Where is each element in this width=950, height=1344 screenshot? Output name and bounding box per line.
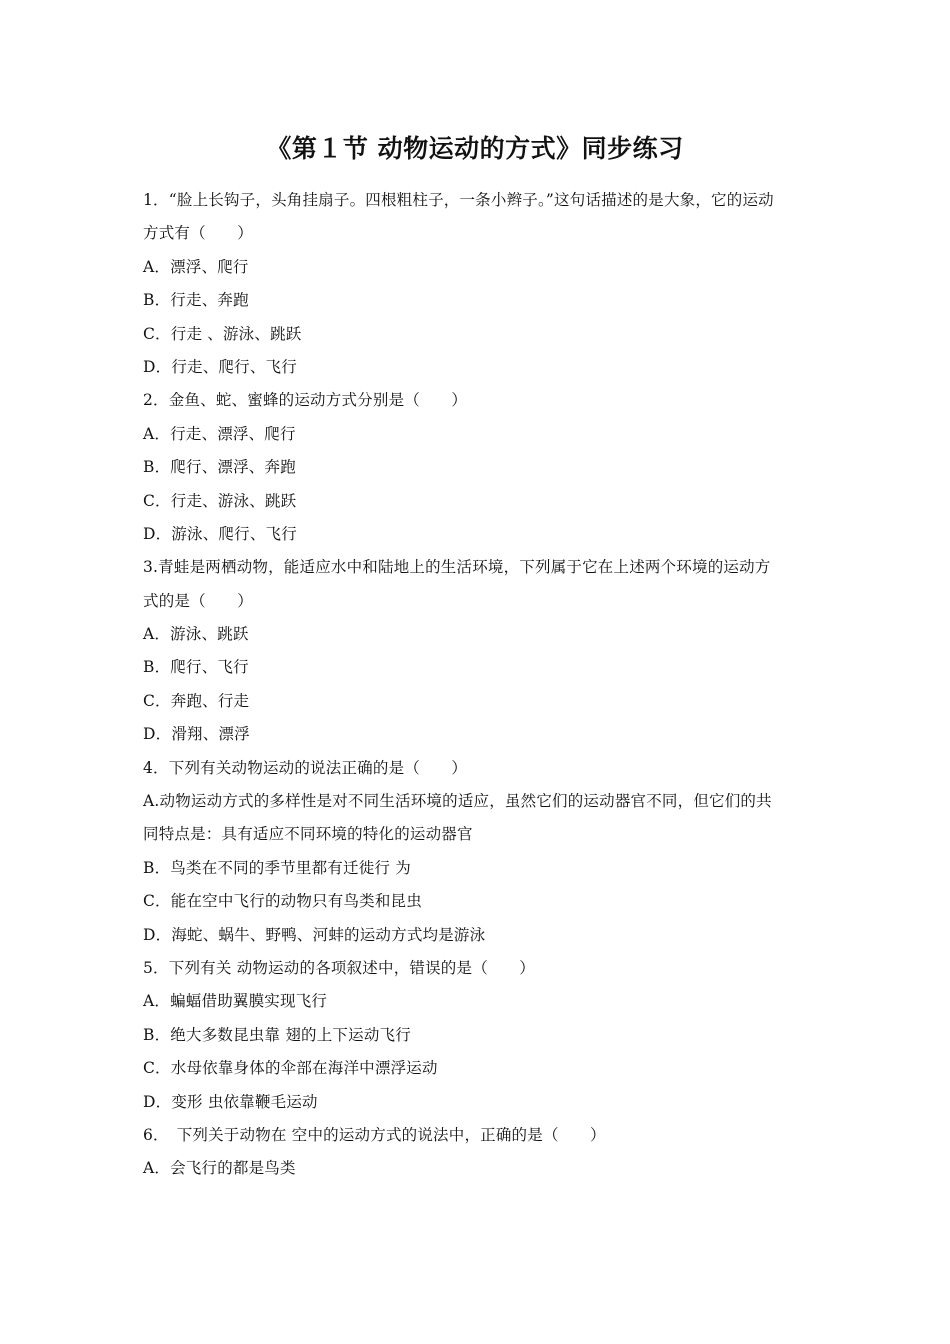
answer-option: D．变形 虫依靠鞭毛运动 [143, 1092, 318, 1111]
answer-option: D．滑翔、漂浮 [143, 725, 250, 744]
answer-option: C．行走、游泳、跳跃 [143, 491, 297, 510]
answer-option: B．绝大多数昆虫靠 翅的上下运动飞行 [143, 1025, 411, 1044]
answer-option: D．行走、爬行、飞行 [143, 357, 297, 376]
answer-option: A.动物运动方式的多样性是对不同生活环境的适应，虽然它们的运动器官不同，但它们的共 [143, 792, 772, 811]
question-stem-line: 方式有（ ） [143, 224, 253, 243]
question-stem-line: 3.青蛙是两栖动物，能适应水中和陆地上的生活环境，下列属于它在上述两个环境的运动方 [143, 558, 771, 577]
question-6 [143, 1119, 813, 1186]
question-list [143, 184, 813, 1186]
answer-option: B．行走、奔跑 [143, 291, 249, 310]
question-3 [143, 551, 813, 751]
answer-option: A．游泳、跳跃 [143, 625, 249, 644]
answer-option: D．游泳、爬行、飞行 [143, 524, 297, 543]
answer-option: D．海蛇、蜗牛、野鸭、河蚌的运动方式均是游泳 [143, 925, 486, 944]
question-2 [143, 384, 813, 551]
question-stem-line: 5．下列有关 动物运动的各项叙述中，错误的是（ ） [143, 958, 535, 977]
document-title: 《第１节 动物运动的方式》同步练习 [266, 134, 684, 163]
answer-option: A．会飞行的都是鸟类 [143, 1159, 296, 1178]
answer-option: A．蝙蝠借助翼膜实现飞行 [143, 992, 328, 1011]
question-1 [143, 184, 813, 384]
answer-option: A．漂浮、爬行 [143, 257, 249, 276]
answer-option: C．水母依靠身体的伞部在海洋中漂浮运动 [143, 1059, 438, 1078]
question-stem-line: 2．金鱼、蛇、蜜蜂的运动方式分别是（ ） [143, 391, 468, 410]
question-stem-line: 4．下列有关动物运动的说法正确的是（ ） [143, 758, 468, 777]
question-stem-line: 6． 下列关于动物在 空中的运动方式的说法中，正确的是（ ） [143, 1125, 606, 1144]
answer-option: C．奔跑、行走 [143, 691, 250, 710]
answer-option: B．爬行、飞行 [143, 658, 249, 677]
question-stem-line: 式的是（ ） [143, 591, 253, 610]
answer-option: C．能在空中飞行的动物只有鸟类和昆虫 [143, 892, 422, 911]
answer-option: B．爬行、漂浮、奔跑 [143, 458, 296, 477]
question-stem-line: 1．“脸上长钩子，头角挂扇子。四根粗柱子，一条小辫子。”这句话描述的是大象，它的运动 [143, 191, 774, 209]
question-5 [143, 952, 813, 1119]
answer-option: 同特点是：具有适应不同环境的特化的运动器官 [143, 825, 473, 844]
question-4 [143, 752, 813, 952]
answer-option: A．行走、漂浮、爬行 [143, 424, 296, 443]
answer-option: B．鸟类在不同的季节里都有迁徙行 为 [143, 858, 411, 877]
answer-option: C．行走 、游泳、跳跃 [143, 324, 302, 343]
